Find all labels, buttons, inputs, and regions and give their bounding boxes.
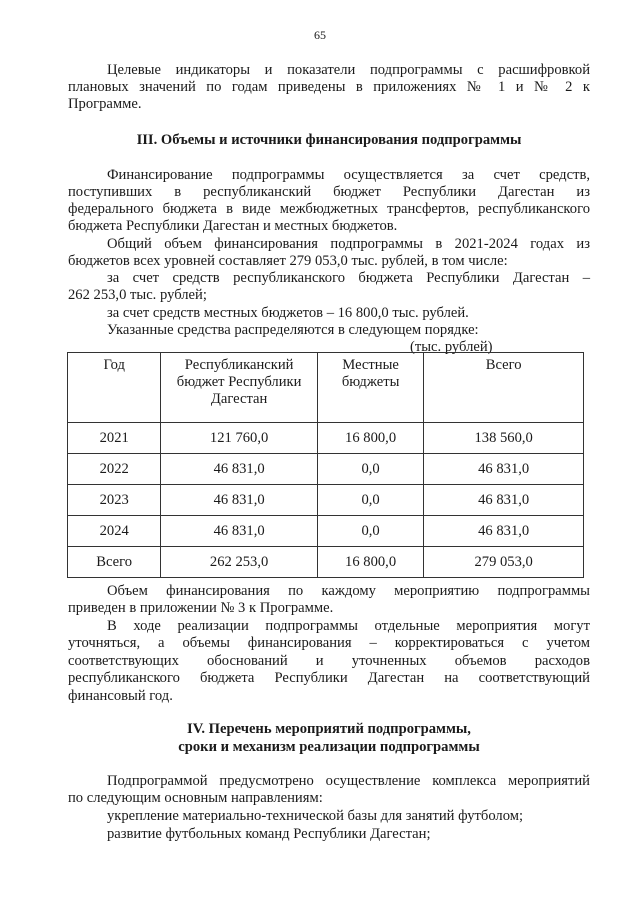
table-row xyxy=(68,423,584,454)
text-line: В ходе реализации подпрограммы отдельные мероприятия могут xyxy=(107,618,590,634)
text-line: Целевые индикаторы и показатели подпрограммы с расшифровкой xyxy=(107,62,590,78)
section-4-heading-line-1: IV. Перечень мероприятий подпрограммы, xyxy=(187,721,471,737)
table-cell: 46 831,0 xyxy=(424,516,584,547)
table-cell: 2022 xyxy=(68,454,161,485)
table-cell: 262 253,0 xyxy=(161,547,317,578)
header-local-budgets: Местные бюджеты xyxy=(317,353,423,423)
table-unit-label: (тыс. рублей) xyxy=(410,339,493,355)
text-line: финансовый год. xyxy=(68,688,173,704)
text-line: федерального бюджета в виде межбюджетных трансфертов, республиканского xyxy=(68,201,590,217)
table-cell: 46 831,0 xyxy=(161,516,317,547)
table-total-row xyxy=(68,547,584,578)
section-3-paragraph-5: Указанные средства распределяются в следующем порядке: xyxy=(107,322,479,338)
table-cell: 0,0 xyxy=(317,485,423,516)
table-cell: Всего xyxy=(68,547,161,578)
table-cell: 279 053,0 xyxy=(424,547,584,578)
header-republic-budget: Республиканский бюджет Республики Дагестан xyxy=(161,353,317,423)
text-line: приведен в приложении № 3 к Программе. xyxy=(68,600,334,616)
text-line: за счет средств республиканского бюджета Республики Дагестан – xyxy=(107,270,590,286)
text-line: Общий объем финансирования подпрограммы в 2021-2024 годах из xyxy=(107,236,590,252)
header-year: Год xyxy=(68,353,161,423)
text-line: Программе. xyxy=(68,96,142,112)
table-cell: 0,0 xyxy=(317,516,423,547)
financing-table xyxy=(67,352,584,578)
table-cell: 2021 xyxy=(68,423,161,454)
table-row xyxy=(68,516,584,547)
table-cell: 46 831,0 xyxy=(424,454,584,485)
text-line: плановых значений по годам приведены в приложениях № 1 и № 2 к xyxy=(68,79,590,95)
section-3-heading: III. Объемы и источники финансирования подпрограммы xyxy=(136,132,522,148)
table-cell: 16 800,0 xyxy=(317,547,423,578)
table-cell: 46 831,0 xyxy=(161,454,317,485)
text-line: Финансирование подпрограммы осуществляется за счет средств, xyxy=(107,167,590,183)
table-cell: 2024 xyxy=(68,516,161,547)
table-header-row xyxy=(68,353,584,423)
table-cell: 46 831,0 xyxy=(424,485,584,516)
list-item: развитие футбольных команд Республики Дагестан; xyxy=(107,826,431,842)
table-row xyxy=(68,454,584,485)
section-4-heading-line-2: сроки и механизм реализации подпрограммы xyxy=(178,739,480,755)
table-row xyxy=(68,485,584,516)
text-line: 262 253,0 тыс. рублей; xyxy=(68,287,207,303)
text-line: соответствующих обоснований и уточненных объемов расходов xyxy=(68,653,590,669)
table-cell: 2023 xyxy=(68,485,161,516)
header-total: Всего xyxy=(424,353,584,423)
page-number: 65 xyxy=(314,28,326,42)
text-line: по следующим основным направлениям: xyxy=(68,790,323,806)
text-line: уточняться, а объемы финансирования – корректироваться с учетом xyxy=(68,635,590,651)
table-cell: 46 831,0 xyxy=(161,485,317,516)
text-line: поступивших в республиканский бюджет Республики Дагестан из xyxy=(68,184,590,200)
text-line: республиканского бюджета Республики Дагестан на соответствующий xyxy=(68,670,590,686)
table-cell: 0,0 xyxy=(317,454,423,485)
list-item: укрепление материально-технической базы для занятий футболом; xyxy=(107,808,524,824)
text-line: бюджета Республики Дагестан и местных бюджетов. xyxy=(68,218,398,234)
text-line: бюджетов всех уровней составляет 279 053,0 тыс. рублей, в том числе: xyxy=(68,253,508,269)
table-cell: 121 760,0 xyxy=(161,423,317,454)
table-cell: 16 800,0 xyxy=(317,423,423,454)
text-line: Подпрограммой предусмотрено осуществление комплекса мероприятий xyxy=(107,773,590,789)
text-line: Объем финансирования по каждому мероприятию подпрограммы xyxy=(107,583,590,599)
section-3-paragraph-4: за счет средств местных бюджетов – 16 800,0 тыс. рублей. xyxy=(107,305,469,321)
table-cell: 138 560,0 xyxy=(424,423,584,454)
